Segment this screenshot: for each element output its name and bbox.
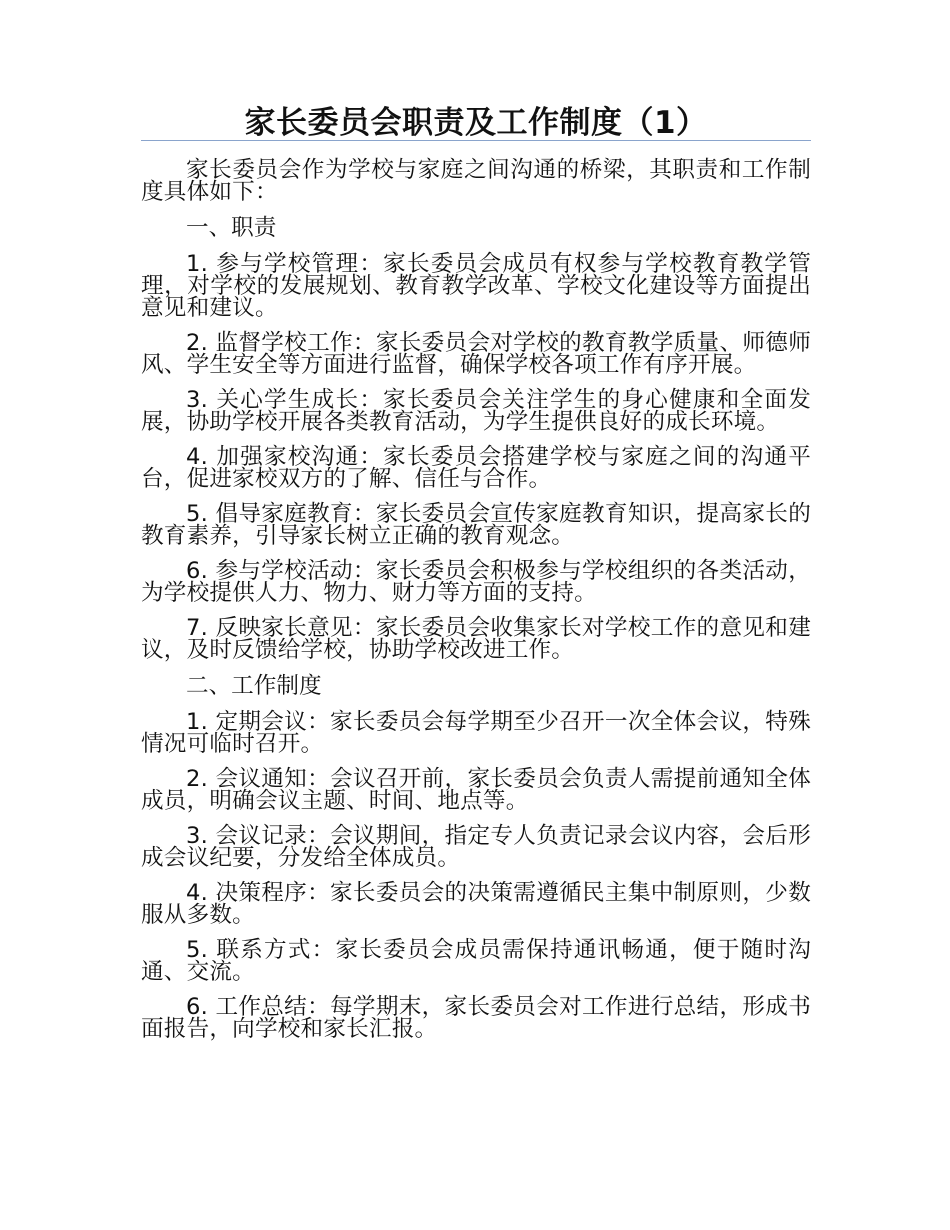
duty-item-5: 5. 倡导家庭教育：家长委员会宣传家庭教育知识，提高家长的教育素养，引导家长树立正确的教育观念。 (141, 501, 811, 549)
section-heading-duties: 一、职责 (186, 215, 277, 241)
rule-item-6: 6. 工作总结：每学期末，家长委员会对工作进行总结，形成书面报告，向学校和家长汇报。 (141, 994, 811, 1042)
intro-paragraph: 家长委员会作为学校与家庭之间沟通的桥梁，其职责和工作制度具体如下： (141, 157, 811, 205)
duty-item-2: 2. 监督学校工作：家长委员会对学校的教育教学质量、师德师风、学生安全等方面进行监督，确保学校各项工作有序开展。 (141, 330, 811, 378)
document-page (141, 100, 811, 1053)
duty-item-7: 7. 反映家长意见：家长委员会收集家长对学校工作的意见和建议，及时反馈给学校，协助学校改进工作。 (141, 615, 811, 663)
duty-item-1: 1. 参与学校管理：家长委员会成员有权参与学校教育教学管理，对学校的发展规划、教育教学改革、学校文化建设等方面提出意见和建议。 (141, 251, 811, 321)
duty-item-6: 6. 参与学校活动：家长委员会积极参与学校组织的各类活动，为学校提供人力、物力、财力等方面的支持。 (141, 558, 811, 606)
document-title: 家长委员会职责及工作制度（1） (244, 105, 708, 141)
section-heading-work-system: 二、工作制度 (186, 673, 322, 699)
rule-item-3: 3. 会议记录：会议期间，指定专人负责记录会议内容，会后形成会议纪要，分发给全体成员。 (141, 823, 811, 871)
duty-item-3: 3. 关心学生成长：家长委员会关注学生的身心健康和全面发展，协助学校开展各类教育活动，为学生提供良好的成长环境。 (141, 387, 811, 435)
rule-item-1: 1. 定期会议：家长委员会每学期至少召开一次全体会议，特殊情况可临时召开。 (141, 709, 811, 757)
rule-item-4: 4. 决策程序：家长委员会的决策需遵循民主集中制原则，少数服从多数。 (141, 880, 811, 928)
rule-item-5: 5. 联系方式：家长委员会成员需保持通讯畅通，便于随时沟通、交流。 (141, 937, 811, 985)
duty-item-4: 4. 加强家校沟通：家长委员会搭建学校与家庭之间的沟通平台，促进家校双方的了解、信任与合作。 (141, 444, 811, 492)
rule-item-2: 2. 会议通知：会议召开前，家长委员会负责人需提前通知全体成员，明确会议主题、时间、地点等。 (141, 766, 811, 814)
